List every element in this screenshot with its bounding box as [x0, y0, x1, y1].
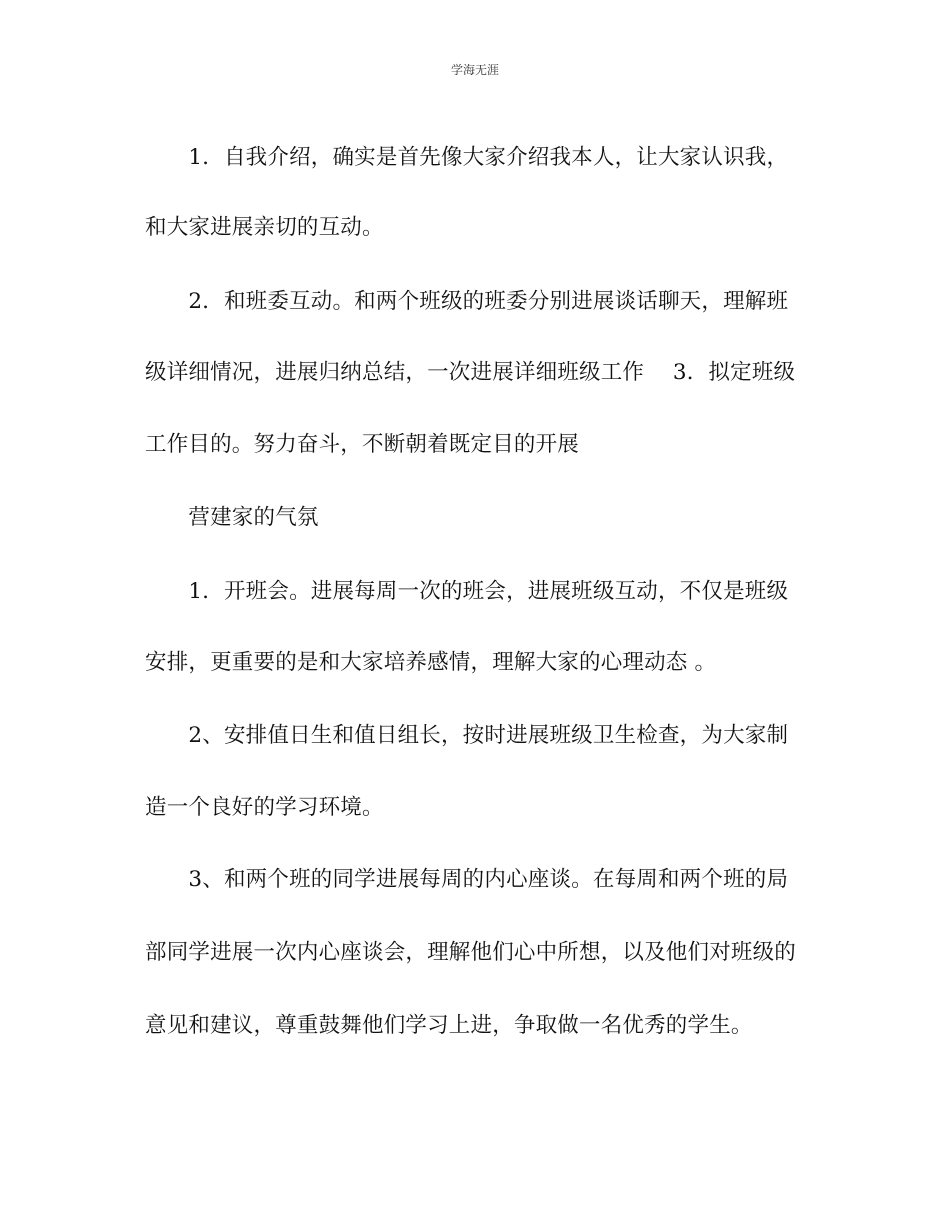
text-line-3: 2．和班委互动。和两个班级的班委分别进展谈话聊天，理解班 [145, 289, 789, 314]
text-line-7: 1．开班会。进展每周一次的班会，进展班级互动，不仅是班级 [145, 579, 789, 604]
text-line-4: 级详细情况，进展归纳总结，一次进展详细班级工作 3．拟定班级 [145, 360, 796, 385]
text-line-8: 安排，更重要的是和大家培养感情，理解大家的心理动态 。 [145, 650, 717, 675]
page-header: 学海无涯 [450, 63, 499, 77]
text-line-5: 工作目的。努力奋斗，不断朝着既定目的开展 [145, 432, 580, 457]
text-line-10: 造一个良好的学习环境。 [145, 795, 384, 820]
text-line-9: 2、安排值日生和值日组长，按时进展班级卫生检查，为大家制 [145, 723, 789, 748]
text-line-11: 3、和两个班的同学进展每周的内心座谈。在每周和两个班的局 [145, 867, 789, 892]
text-line-13: 意见和建议，尊重鼓舞他们学习上进，争取做一名优秀的学生。 [145, 1013, 753, 1038]
section-heading: 营建家的气氛 [145, 505, 319, 530]
text-line-2: 和大家进展亲切的互动。 [145, 215, 384, 240]
text-line-1: 1．自我介绍，确实是首先像大家介绍我本人，让大家认识我， [145, 145, 789, 170]
text-line-12: 部同学进展一次内心座谈会，理解他们心中所想，以及他们对班级的 [145, 940, 797, 965]
